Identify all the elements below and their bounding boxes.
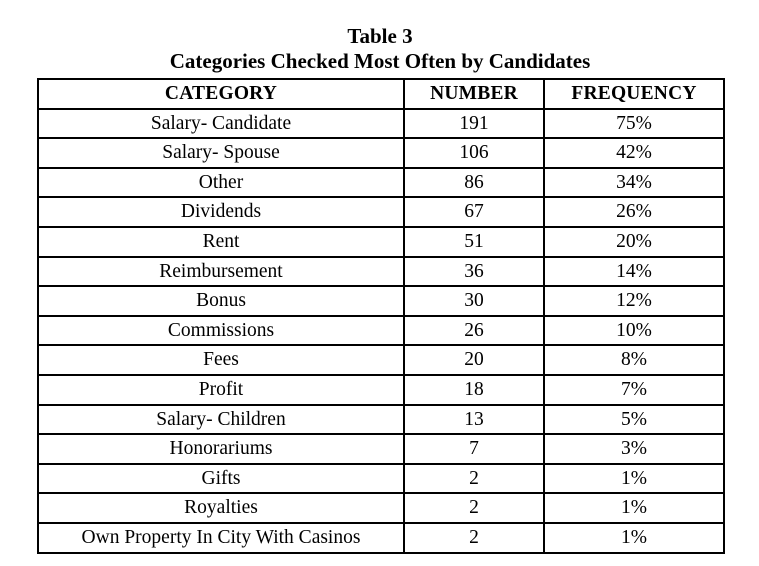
table-cell: Honorariums (38, 434, 404, 464)
table-cell: Dividends (38, 197, 404, 227)
table-cell: Profit (38, 375, 404, 405)
table-row (38, 405, 724, 435)
table-cell: Bonus (38, 286, 404, 316)
table-header (38, 79, 724, 109)
table-cell: 8% (544, 345, 724, 375)
table-cell: 2 (404, 464, 544, 494)
data-table (37, 78, 725, 554)
page-content (37, 24, 723, 554)
table-cell: Rent (38, 227, 404, 257)
table-cell: 1% (544, 523, 724, 553)
table-row (38, 464, 724, 494)
table-cell: 20 (404, 345, 544, 375)
table-cell: Salary- Spouse (38, 138, 404, 168)
table-body (38, 109, 724, 553)
table-cell: 26 (404, 316, 544, 346)
table-cell: 67 (404, 197, 544, 227)
table-row (38, 523, 724, 553)
table-row (38, 316, 724, 346)
table-cell: Commissions (38, 316, 404, 346)
table-cell: 18 (404, 375, 544, 405)
table-row (38, 493, 724, 523)
table-cell: 26% (544, 197, 724, 227)
table-row (38, 434, 724, 464)
table-row (38, 375, 724, 405)
table-cell: 1% (544, 493, 724, 523)
column-header-category: CATEGORY (38, 79, 404, 109)
table-cell: 34% (544, 168, 724, 198)
table-cell: 86 (404, 168, 544, 198)
table-cell: 13 (404, 405, 544, 435)
table-cell: Fees (38, 345, 404, 375)
table-cell: 36 (404, 257, 544, 287)
table-cell: 51 (404, 227, 544, 257)
table-row (38, 345, 724, 375)
table-row (38, 197, 724, 227)
table-number-caption: Table 3 (347, 24, 413, 48)
table-cell: 2 (404, 493, 544, 523)
table-header-row (38, 79, 724, 109)
table-cell: 3% (544, 434, 724, 464)
table-cell: 7% (544, 375, 724, 405)
table-cell: 5% (544, 405, 724, 435)
table-cell: 1% (544, 464, 724, 494)
table-cell: Other (38, 168, 404, 198)
table-cell: 14% (544, 257, 724, 287)
table-row (38, 227, 724, 257)
table-row (38, 168, 724, 198)
table-cell: 75% (544, 109, 724, 139)
column-header-frequency: FREQUENCY (544, 79, 724, 109)
table-cell: Salary- Candidate (38, 109, 404, 139)
table-cell: Royalties (38, 493, 404, 523)
table-cell: 10% (544, 316, 724, 346)
table-cell: Gifts (38, 464, 404, 494)
table-cell: 191 (404, 109, 544, 139)
table-title: Categories Checked Most Often by Candidates (169, 49, 591, 73)
table-cell: 12% (544, 286, 724, 316)
table-row (38, 286, 724, 316)
table-cell: 7 (404, 434, 544, 464)
table-cell: 20% (544, 227, 724, 257)
column-header-number: NUMBER (404, 79, 544, 109)
table-row (38, 257, 724, 287)
table-row (38, 138, 724, 168)
table-cell: Salary- Children (38, 405, 404, 435)
table-cell: 2 (404, 523, 544, 553)
table-cell: 42% (544, 138, 724, 168)
table-cell: Reimbursement (38, 257, 404, 287)
table-cell: 106 (404, 138, 544, 168)
table-row (38, 109, 724, 139)
table-cell: 30 (404, 286, 544, 316)
table-cell: Own Property In City With Casinos (38, 523, 404, 553)
